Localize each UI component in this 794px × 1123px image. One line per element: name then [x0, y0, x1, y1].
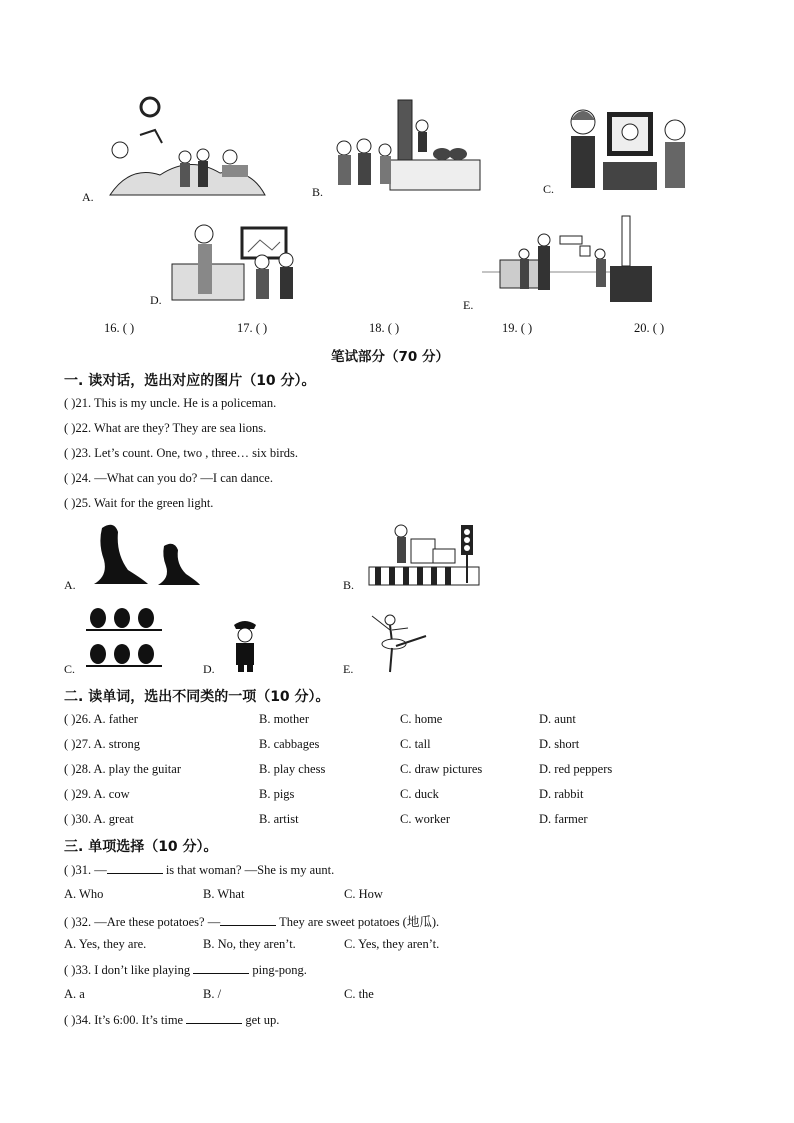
written-part-title: 笔试部分（70 分） — [331, 349, 449, 365]
section2-heading: 二. 读单词，选出不同类的一项（10 分）。 — [64, 689, 330, 705]
answer-19: 19. ( ) — [502, 321, 533, 335]
section1-heading: 一. 读对话，选出对应的图片（10 分）。 — [64, 373, 316, 389]
q29-option-a: ( )29. A. cow — [64, 787, 130, 801]
q26-option-c: C. home — [400, 712, 443, 726]
q31: ( )31. — is that woman? —She is my aunt. — [64, 863, 335, 877]
answer-paren: ( ) — [64, 963, 76, 977]
answer-17: 17. ( ) — [237, 321, 268, 335]
q30-option-b: B. artist — [259, 812, 299, 826]
q22 — [64, 421, 266, 436]
section3-heading: 三. 单项选择（10 分）。 — [64, 839, 218, 855]
picture-c-label: C. — [543, 182, 555, 196]
answer-paren: ( ) — [64, 762, 76, 776]
q29-option-b: B. pigs — [259, 787, 295, 801]
answer-paren: ( ) — [64, 712, 76, 726]
q26-option-d: D. aunt — [539, 712, 576, 726]
q33-option-a: A. a — [64, 987, 85, 1001]
answer-paren: ( ) — [64, 812, 76, 826]
q27-option-c: C. tall — [400, 737, 431, 751]
q33-option-c: C. the — [344, 987, 374, 1001]
answer-paren: ( ) — [64, 396, 76, 410]
q28-option-b: B. play chess — [259, 762, 326, 776]
q25 — [64, 496, 213, 511]
q27-option-b: B. cabbages — [259, 737, 320, 751]
answer-paren: ( ) — [64, 737, 76, 751]
q22-text: 22. What are they? They are sea lions. — [75, 421, 267, 435]
picture-sea-lions — [88, 520, 206, 588]
answer-blank[interactable] — [186, 1012, 242, 1024]
q31-option-a: A. Who — [64, 887, 104, 901]
answer-paren: ( ) — [64, 446, 76, 460]
picture-a-label: A. — [64, 578, 76, 592]
q32: ( )32. —Are these potatoes? — They are sweet potatoes (地瓜). — [64, 915, 440, 929]
answer-blank[interactable] — [107, 862, 163, 874]
answer-18: 18. ( ) — [369, 321, 400, 335]
q28-option-c: C. draw pictures — [400, 762, 483, 776]
q33-option-b: B. / — [203, 987, 222, 1001]
picture-c-label: C. — [64, 662, 76, 676]
picture-birds — [86, 604, 162, 670]
q24-text: 24. —What can you do? —I can dance. — [75, 471, 273, 485]
picture-b-zoo — [330, 98, 485, 196]
picture-c-tv-family — [565, 100, 695, 192]
q28-option-d: D. red peppers — [539, 762, 613, 776]
picture-e-label: E. — [463, 298, 474, 312]
q26-option-b: B. mother — [259, 712, 309, 726]
q30-option-c: C. worker — [400, 812, 450, 826]
picture-d-label: D. — [203, 662, 215, 676]
q33: ( )33. I don’t like playing ping-pong. — [64, 963, 307, 977]
q31-option-c: C. How — [344, 887, 383, 901]
q25-text: 25. Wait for the green light. — [75, 496, 214, 510]
q31-option-b: B. What — [203, 887, 245, 901]
picture-e-label: E. — [343, 662, 354, 676]
answer-paren: ( ) — [64, 471, 76, 485]
q29-option-d: D. rabbit — [539, 787, 584, 801]
q26-option-a: ( )26. A. father — [64, 712, 138, 726]
q28-option-a: ( )28. A. play the guitar — [64, 762, 181, 776]
answer-paren: ( ) — [64, 787, 76, 801]
q27-option-a: ( )27. A. strong — [64, 737, 141, 751]
answer-20: 20. ( ) — [634, 321, 665, 335]
answer-blank[interactable] — [193, 962, 249, 974]
answer-16: 16. ( ) — [104, 321, 135, 335]
picture-e-home — [482, 214, 660, 306]
q24 — [64, 471, 273, 486]
picture-b-label: B. — [343, 578, 355, 592]
q32-option-c: C. Yes, they aren’t. — [344, 937, 440, 951]
q30-option-a: ( )30. A. great — [64, 812, 134, 826]
q34: ( )34. It’s 6:00. It’s time get up. — [64, 1013, 280, 1027]
q30-option-d: D. farmer — [539, 812, 588, 826]
q23-text: 23. Let’s count. One, two , three… six birds. — [75, 446, 298, 460]
q32-option-a: A. Yes, they are. — [64, 937, 147, 951]
q29-option-c: C. duck — [400, 787, 439, 801]
answer-paren: ( ) — [64, 496, 76, 510]
picture-a-label: A. — [82, 190, 94, 204]
picture-a-park — [100, 95, 270, 200]
answer-blank[interactable] — [220, 914, 276, 926]
q32-option-b: B. No, they aren’t. — [203, 937, 296, 951]
q21 — [64, 396, 276, 411]
picture-d-label: D. — [150, 293, 162, 307]
answer-paren: ( ) — [64, 1013, 76, 1027]
answer-paren: ( ) — [64, 863, 76, 877]
answer-paren: ( ) — [64, 421, 76, 435]
q27-option-d: D. short — [539, 737, 580, 751]
picture-b-label: B. — [312, 185, 324, 199]
q23 — [64, 446, 298, 461]
picture-dancer — [368, 610, 430, 674]
answer-paren: ( ) — [64, 915, 76, 929]
picture-policeman — [228, 617, 262, 673]
picture-d-living-room — [168, 222, 308, 304]
picture-traffic-light — [367, 523, 485, 589]
q21-text: 21. This is my uncle. He is a policeman. — [75, 396, 277, 410]
